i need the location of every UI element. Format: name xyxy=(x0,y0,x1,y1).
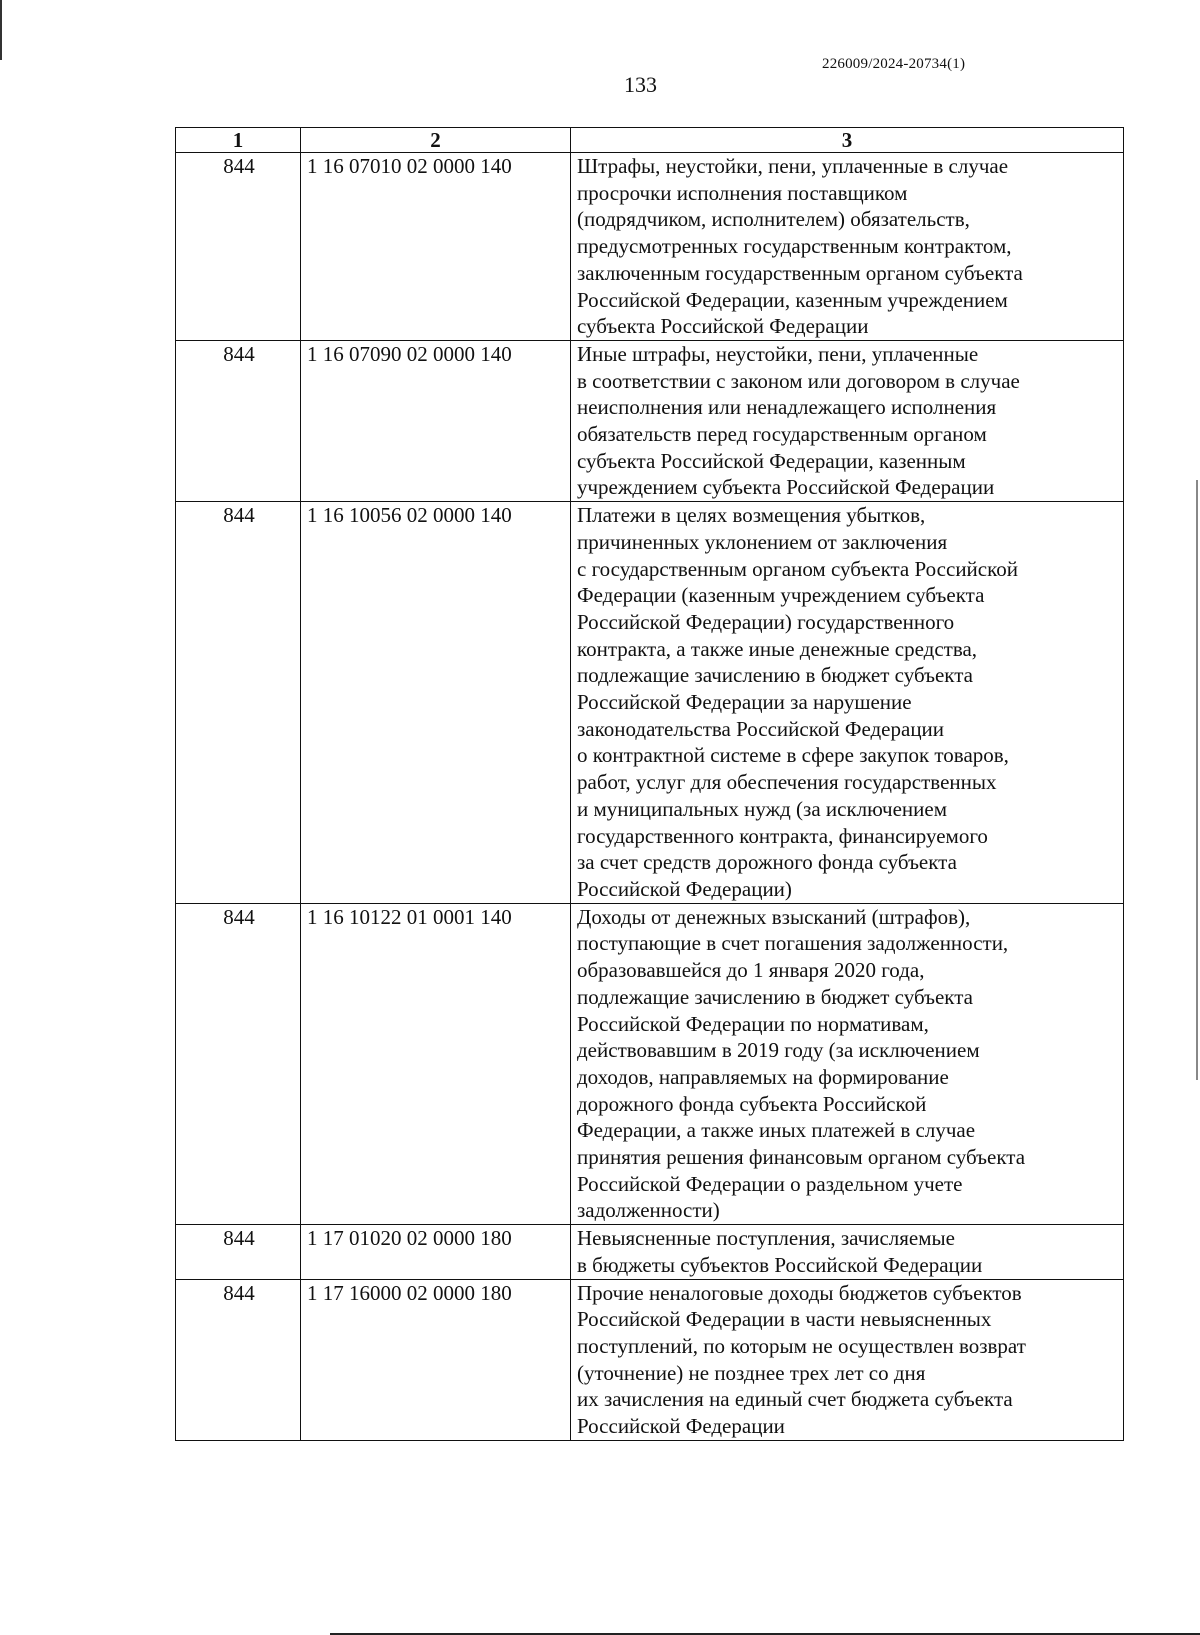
table-header-row xyxy=(176,128,1124,153)
description-line: дорожного фонда субъекта Российской xyxy=(577,1091,927,1116)
revenue-description-cell xyxy=(571,340,1124,501)
administrator-code-cell: 844 xyxy=(176,502,301,904)
description-line: Российской Федерации xyxy=(577,1414,785,1439)
revenue-description-cell xyxy=(571,1279,1124,1440)
table-row xyxy=(176,153,1124,341)
administrator-code-cell: 844 xyxy=(176,1279,301,1440)
revenue-description-cell xyxy=(571,1225,1124,1279)
description-line: в соответствии с законом или договором в случае xyxy=(577,368,1020,393)
description-line: Российской Федерации в части невыясненных xyxy=(577,1307,992,1332)
description-line: задолженности) xyxy=(577,1198,720,1223)
revenue-code-cell: 1 16 10122 01 0001 140 xyxy=(301,903,571,1224)
scan-edge-mark xyxy=(1196,480,1198,1080)
description-line: субъекта Российской Федерации xyxy=(577,314,869,339)
table-row xyxy=(176,903,1124,1224)
description-line: государственного контракта, финансируемого xyxy=(577,823,988,848)
description-line: предусмотренных государственным контрактом, xyxy=(577,234,1012,259)
revenue-code-cell: 1 16 07010 02 0000 140 xyxy=(301,153,571,341)
description-line: Штрафы, неустойки, пени, уплаченные в случае xyxy=(577,154,1009,178)
description-line: поступающие в счет погашения задолженности, xyxy=(577,931,1009,956)
revenue-codes-table xyxy=(175,127,1124,1441)
description-line: подлежащие зачислению в бюджет субъекта xyxy=(577,663,973,688)
description-line: в бюджеты субъектов Российской Федерации xyxy=(577,1252,983,1277)
description-line: доходов, направляемых на формирование xyxy=(577,1064,949,1089)
description-line: и муниципальных нужд (за исключением xyxy=(577,796,947,821)
description-line: Прочие неналоговые доходы бюджетов субъектов xyxy=(577,1280,1022,1305)
description-line: за счет средств дорожного фонда субъекта xyxy=(577,850,957,875)
administrator-code-cell: 844 xyxy=(176,153,301,341)
column-header: 3 xyxy=(571,128,1124,153)
description-line: законодательства Российской Федерации xyxy=(577,716,945,741)
description-line: подлежащие зачислению в бюджет субъекта xyxy=(577,984,973,1009)
description-line: Иные штрафы, неустойки, пени, уплаченные xyxy=(577,341,979,366)
description-line: учреждением субъекта Российской Федерации xyxy=(577,475,995,500)
revenue-description-cell xyxy=(571,502,1124,904)
description-line: контракта, а также иные денежные средства, xyxy=(577,636,978,661)
description-line: Платежи в целях возмещения убытков, xyxy=(577,503,926,528)
page-number: 133 xyxy=(624,72,657,97)
revenue-code-cell: 1 16 07090 02 0000 140 xyxy=(301,340,571,501)
description-line: субъекта Российской Федерации, казенным xyxy=(577,448,966,473)
description-line: причиненных уклонением от заключения xyxy=(577,529,948,554)
table-body xyxy=(176,153,1124,1441)
description-line: Российской Федерации за нарушение xyxy=(577,690,912,715)
description-line: работ, услуг для обеспечения государственных xyxy=(577,770,997,795)
description-line: их зачисления на единый счет бюджета субъекта xyxy=(577,1387,1013,1412)
description-line: Российской Федерации о раздельном учете xyxy=(577,1171,963,1196)
description-line: поступлений, по которым не осуществлен возврат xyxy=(577,1333,1026,1358)
administrator-code-cell: 844 xyxy=(176,340,301,501)
scan-edge-mark xyxy=(0,0,2,60)
description-line: просрочки исполнения поставщиком xyxy=(577,180,908,205)
description-line: Доходы от денежных взысканий (штрафов), xyxy=(577,904,971,929)
administrator-code-cell: 844 xyxy=(176,903,301,1224)
revenue-description-cell xyxy=(571,153,1124,341)
table-row xyxy=(176,1279,1124,1440)
document-registration-number: 226009/2024-20734(1) xyxy=(822,56,966,72)
table-row xyxy=(176,340,1124,501)
description-line: действовавшим в 2019 году (за исключением xyxy=(577,1038,980,1063)
table-row xyxy=(176,502,1124,904)
column-header: 2 xyxy=(301,128,571,153)
column-header: 1 xyxy=(176,128,301,153)
description-line: обязательств перед государственным органом xyxy=(577,422,987,447)
revenue-description-cell xyxy=(571,903,1124,1224)
description-line: (уточнение) не позднее трех лет со дня xyxy=(577,1360,926,1385)
description-line: Российской Федерации по нормативам, xyxy=(577,1011,929,1036)
revenue-code-cell: 1 16 10056 02 0000 140 xyxy=(301,502,571,904)
description-line: неисполнения или ненадлежащего исполнения xyxy=(577,395,997,420)
administrator-code-cell: 844 xyxy=(176,1225,301,1279)
description-line: с государственным органом субъекта Российской xyxy=(577,556,1018,581)
revenue-code-cell: 1 17 01020 02 0000 180 xyxy=(301,1225,571,1279)
description-line: Российской Федерации) государственного xyxy=(577,609,955,634)
description-line: Невыясненные поступления, зачисляемые xyxy=(577,1226,955,1251)
description-line: принятия решения финансовым органом субъекта xyxy=(577,1145,1026,1170)
description-line: Российской Федерации) xyxy=(577,876,792,901)
description-line: (подрядчиком, исполнителем) обязательств, xyxy=(577,207,970,232)
revenue-code-cell: 1 17 16000 02 0000 180 xyxy=(301,1279,571,1440)
description-line: Российской Федерации, казенным учреждением xyxy=(577,287,1008,312)
description-line: о контрактной системе в сфере закупок товаров, xyxy=(577,743,1009,768)
description-line: Федерации (казенным учреждением субъекта xyxy=(577,583,985,608)
table-row xyxy=(176,1225,1124,1279)
description-line: Федерации, а также иных платежей в случае xyxy=(577,1118,976,1143)
description-line: заключенным государственным органом субъекта xyxy=(577,260,1023,285)
description-line: образовавшейся до 1 января 2020 года, xyxy=(577,958,925,983)
